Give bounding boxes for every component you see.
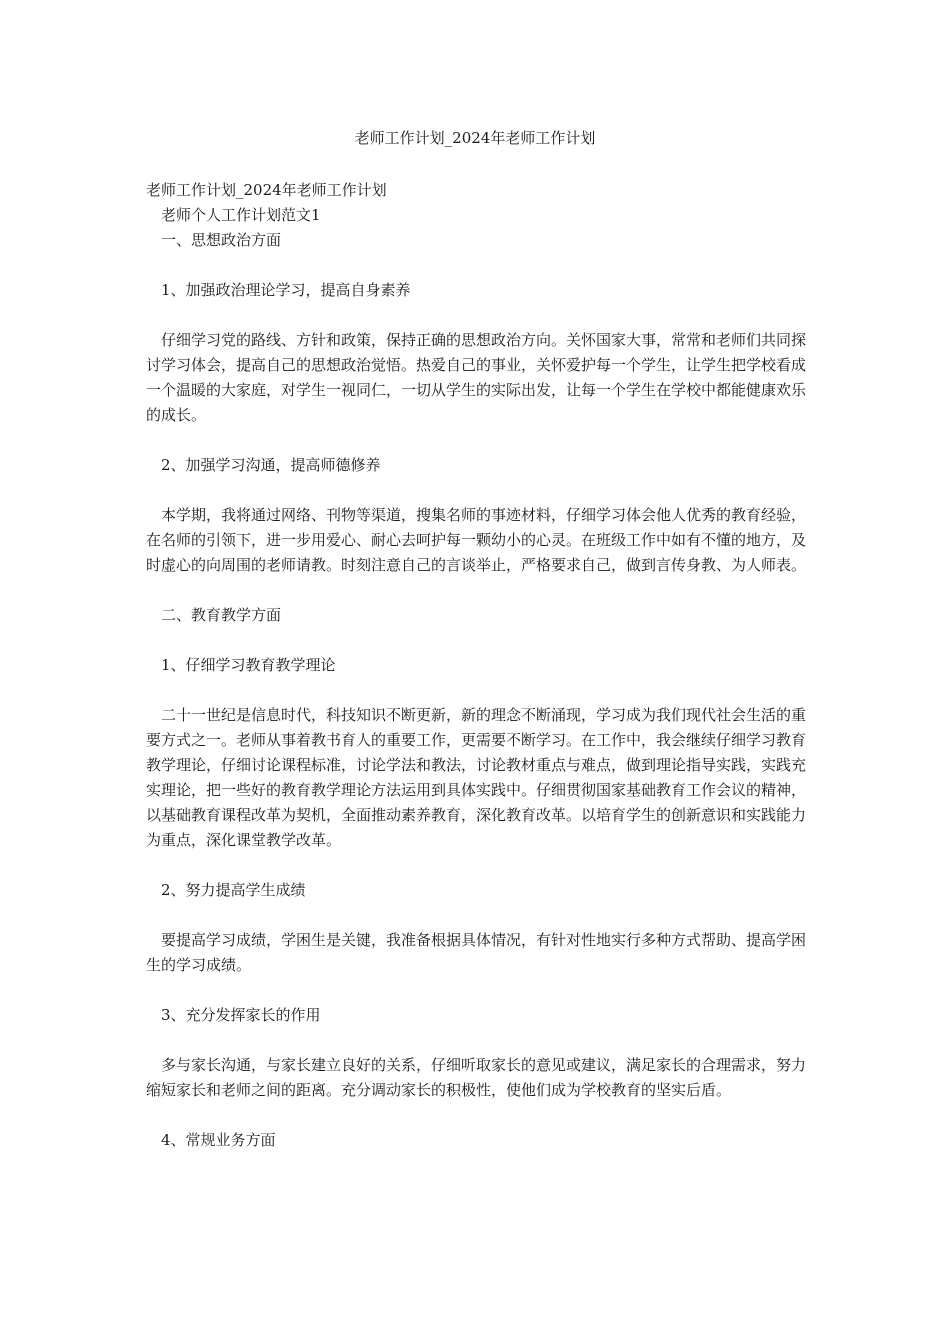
spacer bbox=[146, 1103, 806, 1128]
spacer bbox=[146, 903, 806, 928]
section-heading-politics: 一、思想政治方面 bbox=[161, 231, 282, 249]
item-heading: 2、加强学习沟通，提高师德修养 bbox=[161, 456, 381, 474]
spacer bbox=[146, 978, 806, 1003]
item-heading: 4、常规业务方面 bbox=[161, 1131, 276, 1149]
subtitle: 老师个人工作计划范文1 bbox=[161, 206, 321, 224]
section-heading-teaching: 二、教育教学方面 bbox=[161, 606, 282, 624]
spacer bbox=[146, 578, 806, 603]
item-heading: 1、加强政治理论学习，提高自身素养 bbox=[161, 281, 411, 299]
paragraph: 多与家长沟通，与家长建立良好的关系，仔细听取家长的意见或建议，满足家长的合理需求，努力缩短家长和老师之间的距离。充分调动家长的积极性，使他们成为学校教育的坚实后盾。 bbox=[146, 1056, 807, 1099]
paragraph: 本学期，我将通过网络、刊物等渠道，搜集名师的事迹材料，仔细学习体会他人优秀的教育经验，在名师的引领下，进一步用爱心、耐心去呵护每一颗幼小的心灵。在班级工作中如有不懂的地方，及时虚心的向周围的老师请教。时刻注意自己的言谈举止，严格要求自己，做到言传身教、为人师表。 bbox=[146, 506, 807, 574]
item-heading: 3、充分发挥家长的作用 bbox=[161, 1006, 321, 1024]
spacer bbox=[146, 428, 806, 453]
page-title: 老师工作计划_2024年老师工作计划 bbox=[354, 129, 596, 147]
item-heading: 2、努力提高学生成绩 bbox=[161, 881, 306, 899]
spacer bbox=[146, 853, 806, 878]
header-line: 老师工作计划_2024年老师工作计划 bbox=[146, 181, 387, 199]
paragraph: 仔细学习党的路线、方针和政策，保持正确的思想政治方向。关怀国家大事，常常和老师们共同探讨学习体会，提高自己的思想政治觉悟。热爱自己的事业，关怀爱护每一个学生，让学生把学校看成一个温暖的大家庭，对学生一视同仁，一切从学生的实际出发，让每一个学生在学校中都能健康欢乐的成长。 bbox=[146, 331, 807, 424]
spacer bbox=[146, 478, 806, 503]
spacer bbox=[146, 253, 806, 278]
item-heading: 1、仔细学习教育教学理论 bbox=[161, 656, 336, 674]
spacer bbox=[146, 303, 806, 328]
paragraph: 要提高学习成绩，学困生是关键，我准备根据具体情况，有针对性地实行多种方式帮助、提高学困生的学习成绩。 bbox=[146, 931, 807, 974]
paragraph: 二十一世纪是信息时代，科技知识不断更新，新的理念不断涌现，学习成为我们现代社会生活的重要方式之一。老师从事着教书育人的重要工作，更需要不断学习。在工作中，我会继续仔细学习教育教学理论，仔细讨论课程标准，讨论学法和教法，讨论教材重点与难点，做到理论指导实践，实践充实理论，把一些好的教育教学理论方法运用到具体实践中。仔细贯彻国家基础教育工作会议的精神，以基础教育课程改革为契机，全面推动素养教育，深化教育改革。以培育学生的创新意识和实践能力为重点，深化课堂教学改革。 bbox=[146, 706, 807, 849]
document-body bbox=[146, 178, 806, 1153]
spacer bbox=[146, 1028, 806, 1053]
spacer bbox=[146, 628, 806, 653]
spacer bbox=[146, 678, 806, 703]
